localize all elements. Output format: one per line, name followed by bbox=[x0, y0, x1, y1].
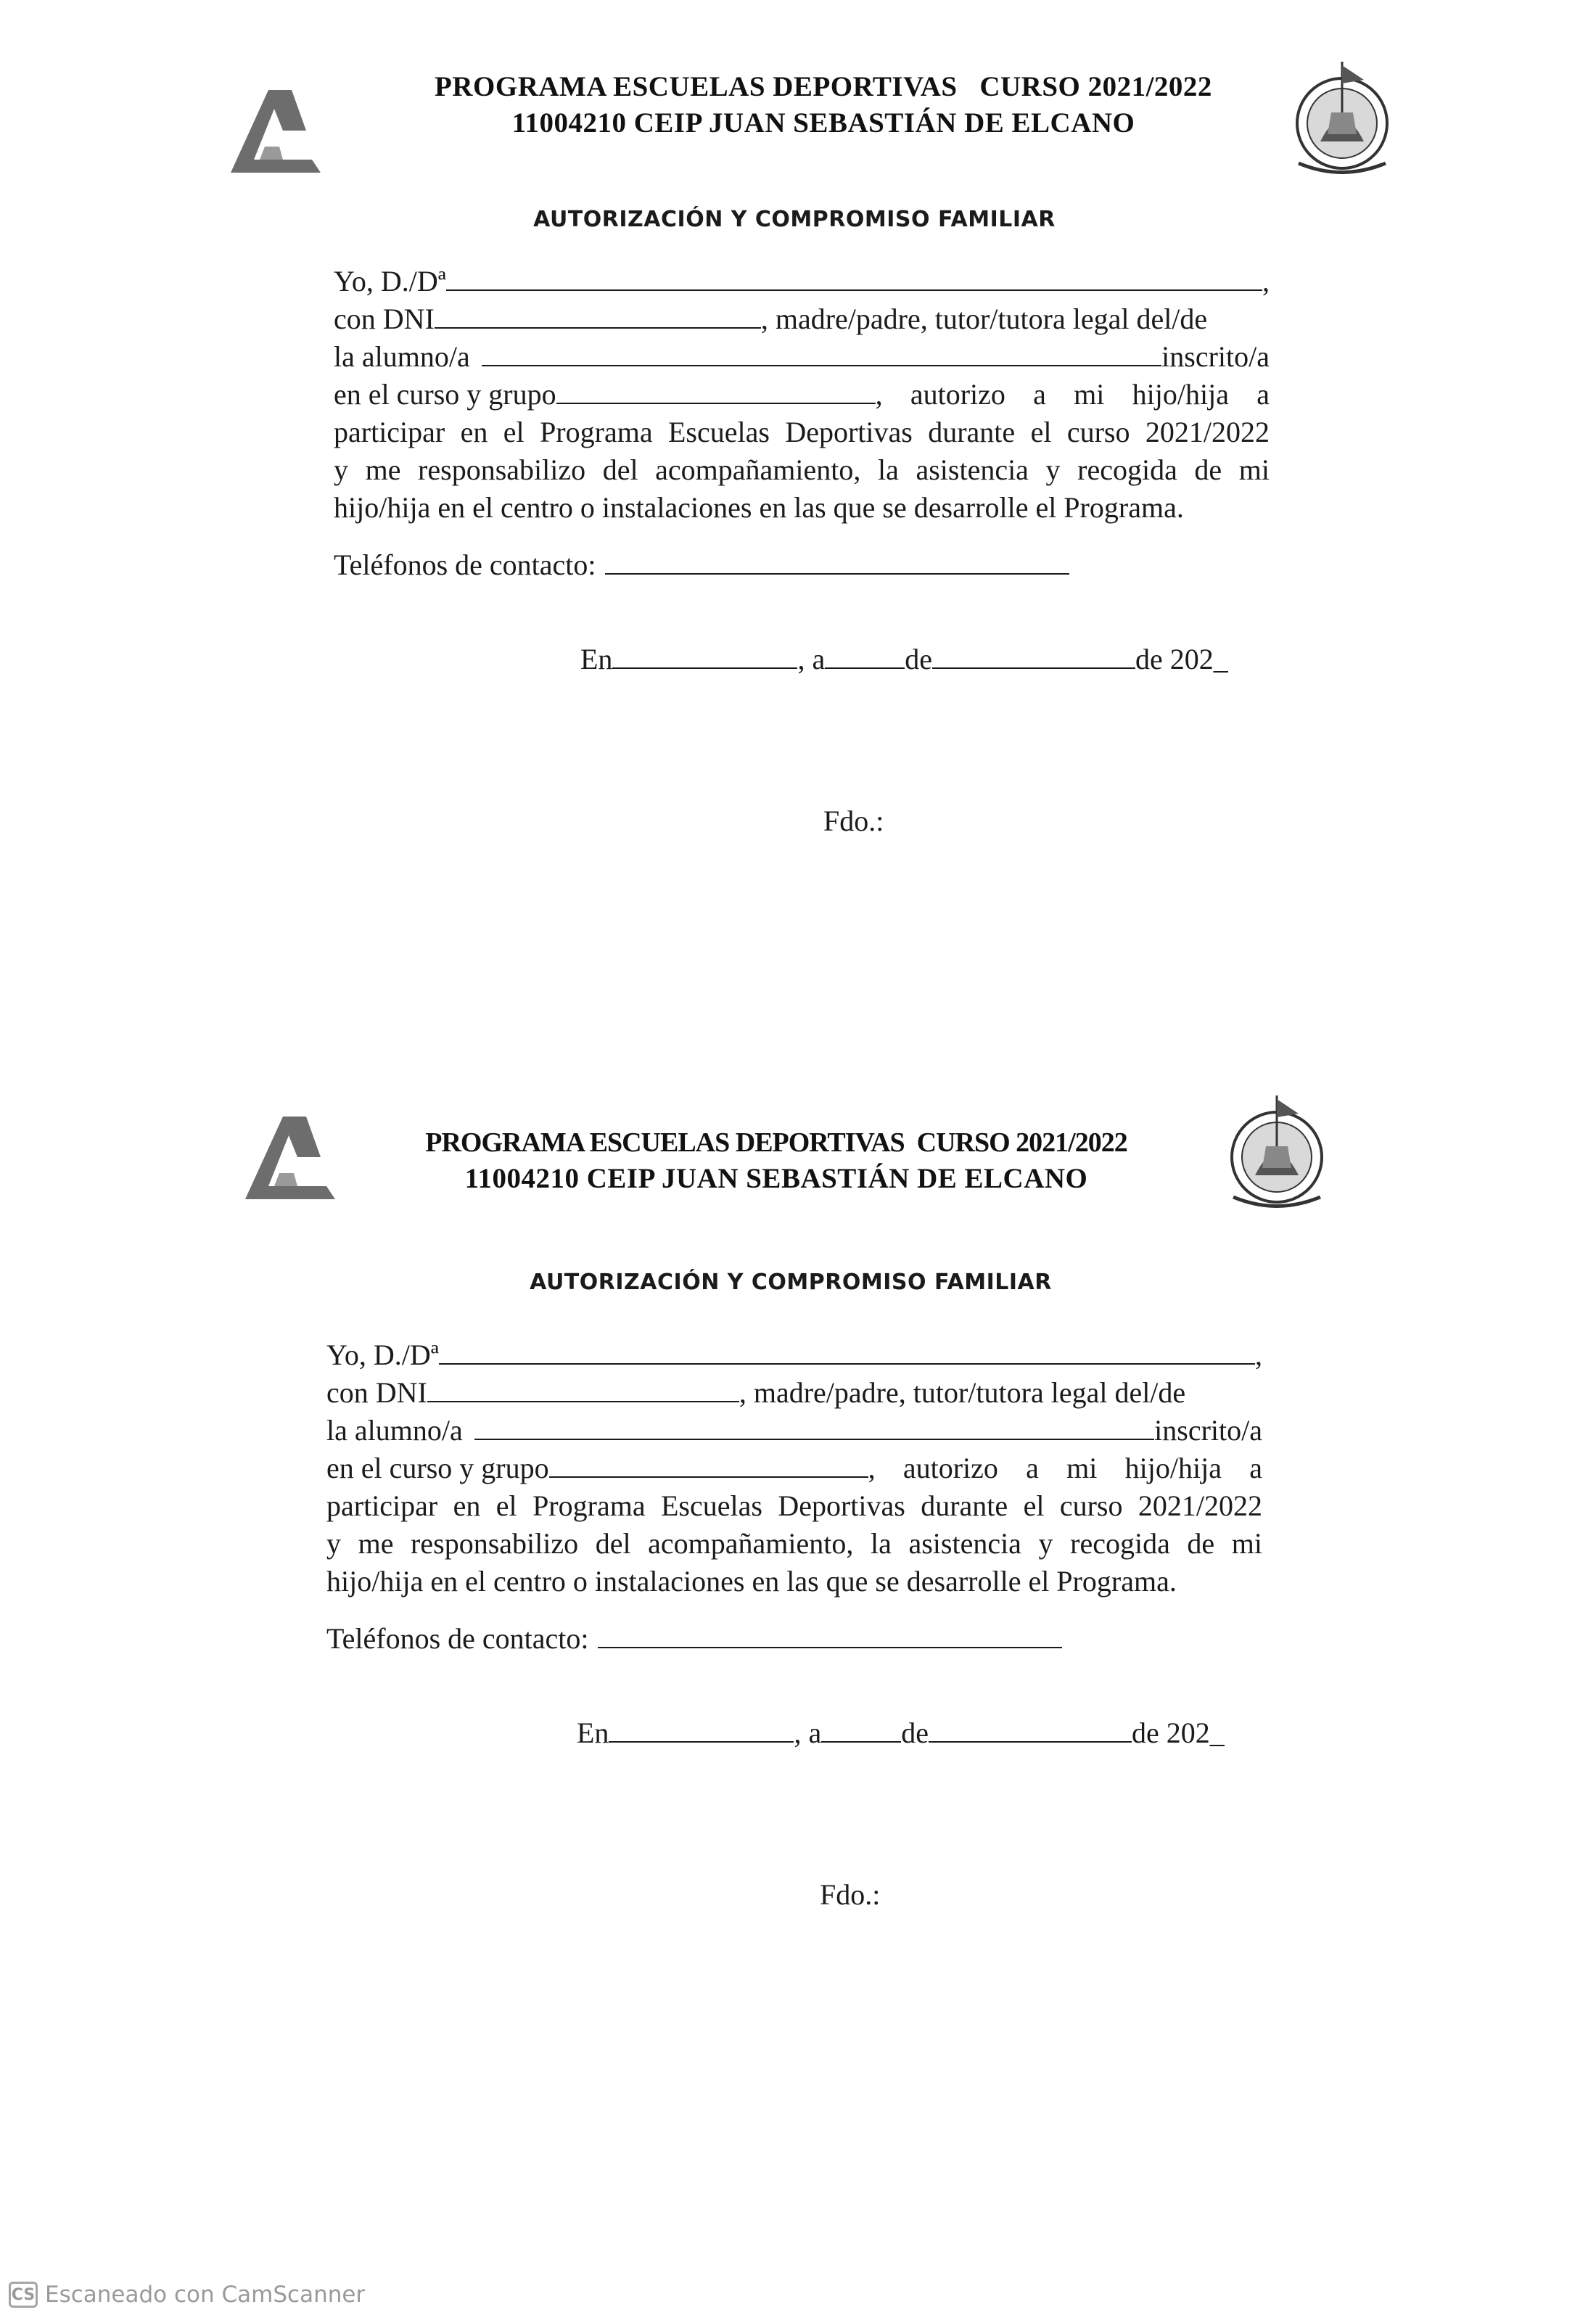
yo-label: Yo, D./Dª bbox=[326, 1339, 439, 1371]
header-program-line: PROGRAMA ESCUELAS DEPORTIVAS CURSO 2021/2022 bbox=[435, 71, 1212, 102]
course-group-field[interactable] bbox=[549, 1455, 868, 1478]
student-name-field[interactable] bbox=[474, 1417, 1154, 1440]
form-body bbox=[326, 1336, 1262, 1600]
phone-label: Teléfonos de contacto: bbox=[334, 548, 596, 581]
form-title: AUTORIZACIÓN Y COMPROMISO FAMILIAR bbox=[533, 207, 1056, 232]
place-field[interactable] bbox=[609, 1719, 794, 1743]
inscrito-label: inscrito/a bbox=[1154, 1414, 1262, 1447]
form-body bbox=[334, 263, 1270, 527]
dni-suffix: , madre/padre, tutor/tutora legal del/de bbox=[760, 303, 1208, 335]
date-de-label: de bbox=[901, 1716, 929, 1749]
student-name-field[interactable] bbox=[482, 343, 1161, 366]
date-en-label: En bbox=[580, 643, 613, 675]
junta-andalucia-logo-icon bbox=[239, 1114, 341, 1201]
date-row bbox=[577, 1716, 1225, 1750]
body-line-5: participar en el Programa Escuelas Deportivas durante el curso 2021/2022 bbox=[334, 416, 1270, 448]
date-year-label: de 202_ bbox=[1131, 1716, 1225, 1749]
school-seal-icon bbox=[1284, 54, 1400, 178]
body-line-6: y me responsabilizo del acompañamiento, la asistencia y recogida de mi bbox=[326, 1527, 1262, 1560]
form-title: AUTORIZACIÓN Y COMPROMISO FAMILIAR bbox=[530, 1270, 1052, 1295]
alumno-label: la alumno/a bbox=[326, 1414, 463, 1447]
curso-label: en el curso y grupo bbox=[326, 1452, 549, 1484]
comma: , bbox=[1262, 265, 1270, 297]
date-en-label: En bbox=[577, 1716, 609, 1749]
camscanner-watermark bbox=[9, 2282, 365, 2308]
phone-field[interactable] bbox=[598, 1625, 1062, 1648]
month-field[interactable] bbox=[929, 1719, 1132, 1743]
authorization-form-1 bbox=[0, 0, 1596, 1059]
form-header bbox=[348, 69, 1299, 141]
date-de-label: de bbox=[905, 643, 932, 675]
alumno-label: la alumno/a bbox=[334, 340, 470, 373]
curso-label: en el curso y grupo bbox=[334, 378, 556, 411]
name-field[interactable] bbox=[439, 1341, 1255, 1365]
school-seal-icon bbox=[1219, 1088, 1335, 1212]
curso-suffix: , autorizo a mi hijo/hija a bbox=[868, 1452, 1262, 1484]
name-field[interactable] bbox=[446, 268, 1262, 291]
header-school-line: 11004210 CEIP JUAN SEBASTIÁN DE ELCANO bbox=[511, 107, 1135, 139]
body-line-6: y me responsabilizo del acompañamiento, la asistencia y recogida de mi bbox=[334, 453, 1270, 486]
phone-field[interactable] bbox=[605, 551, 1069, 575]
body-line-7: hijo/hija en el centro o instalaciones en las que se desarrolle el Programa. bbox=[326, 1565, 1177, 1598]
signature-label: Fdo.: bbox=[823, 805, 884, 837]
dni-field[interactable] bbox=[427, 1379, 739, 1402]
inscrito-label: inscrito/a bbox=[1161, 340, 1270, 373]
comma: , bbox=[1255, 1339, 1262, 1371]
curso-suffix: , autorizo a mi hijo/hija a bbox=[875, 378, 1270, 411]
date-year-label: de 202_ bbox=[1135, 643, 1228, 675]
watermark-text: Escaneado con CamScanner bbox=[45, 2282, 366, 2308]
place-field[interactable] bbox=[612, 646, 797, 669]
body-line-7: hijo/hija en el centro o instalaciones en las que se desarrolle el Programa. bbox=[334, 491, 1184, 524]
date-a-label: , a bbox=[797, 643, 826, 675]
course-group-field[interactable] bbox=[556, 381, 876, 404]
dni-suffix: , madre/padre, tutor/tutora legal del/de bbox=[739, 1376, 1186, 1409]
phone-label: Teléfonos de contacto: bbox=[326, 1622, 589, 1655]
header-school-line: 11004210 CEIP JUAN SEBASTIÁN DE ELCANO bbox=[464, 1163, 1088, 1194]
signature-label: Fdo.: bbox=[820, 1878, 881, 1911]
header-program-line: PROGRAMA ESCUELAS DEPORTIVAS CURSO 2021/2022 bbox=[425, 1127, 1127, 1158]
phone-row bbox=[326, 1621, 1062, 1656]
month-field[interactable] bbox=[932, 646, 1135, 669]
day-field[interactable] bbox=[821, 1719, 901, 1743]
form-header bbox=[355, 1124, 1197, 1197]
phone-row bbox=[334, 548, 1069, 582]
body-line-5: participar en el Programa Escuelas Deportivas durante el curso 2021/2022 bbox=[326, 1489, 1262, 1522]
dni-label: con DNI bbox=[326, 1376, 427, 1409]
date-row bbox=[580, 642, 1228, 676]
dni-label: con DNI bbox=[334, 303, 435, 335]
day-field[interactable] bbox=[825, 646, 905, 669]
dni-field[interactable] bbox=[435, 305, 761, 329]
yo-label: Yo, D./Dª bbox=[334, 265, 446, 297]
authorization-form-2 bbox=[0, 1066, 1596, 2126]
camscanner-icon: CS bbox=[9, 2282, 38, 2308]
junta-andalucia-logo-icon bbox=[225, 87, 326, 174]
date-a-label: , a bbox=[794, 1716, 822, 1749]
